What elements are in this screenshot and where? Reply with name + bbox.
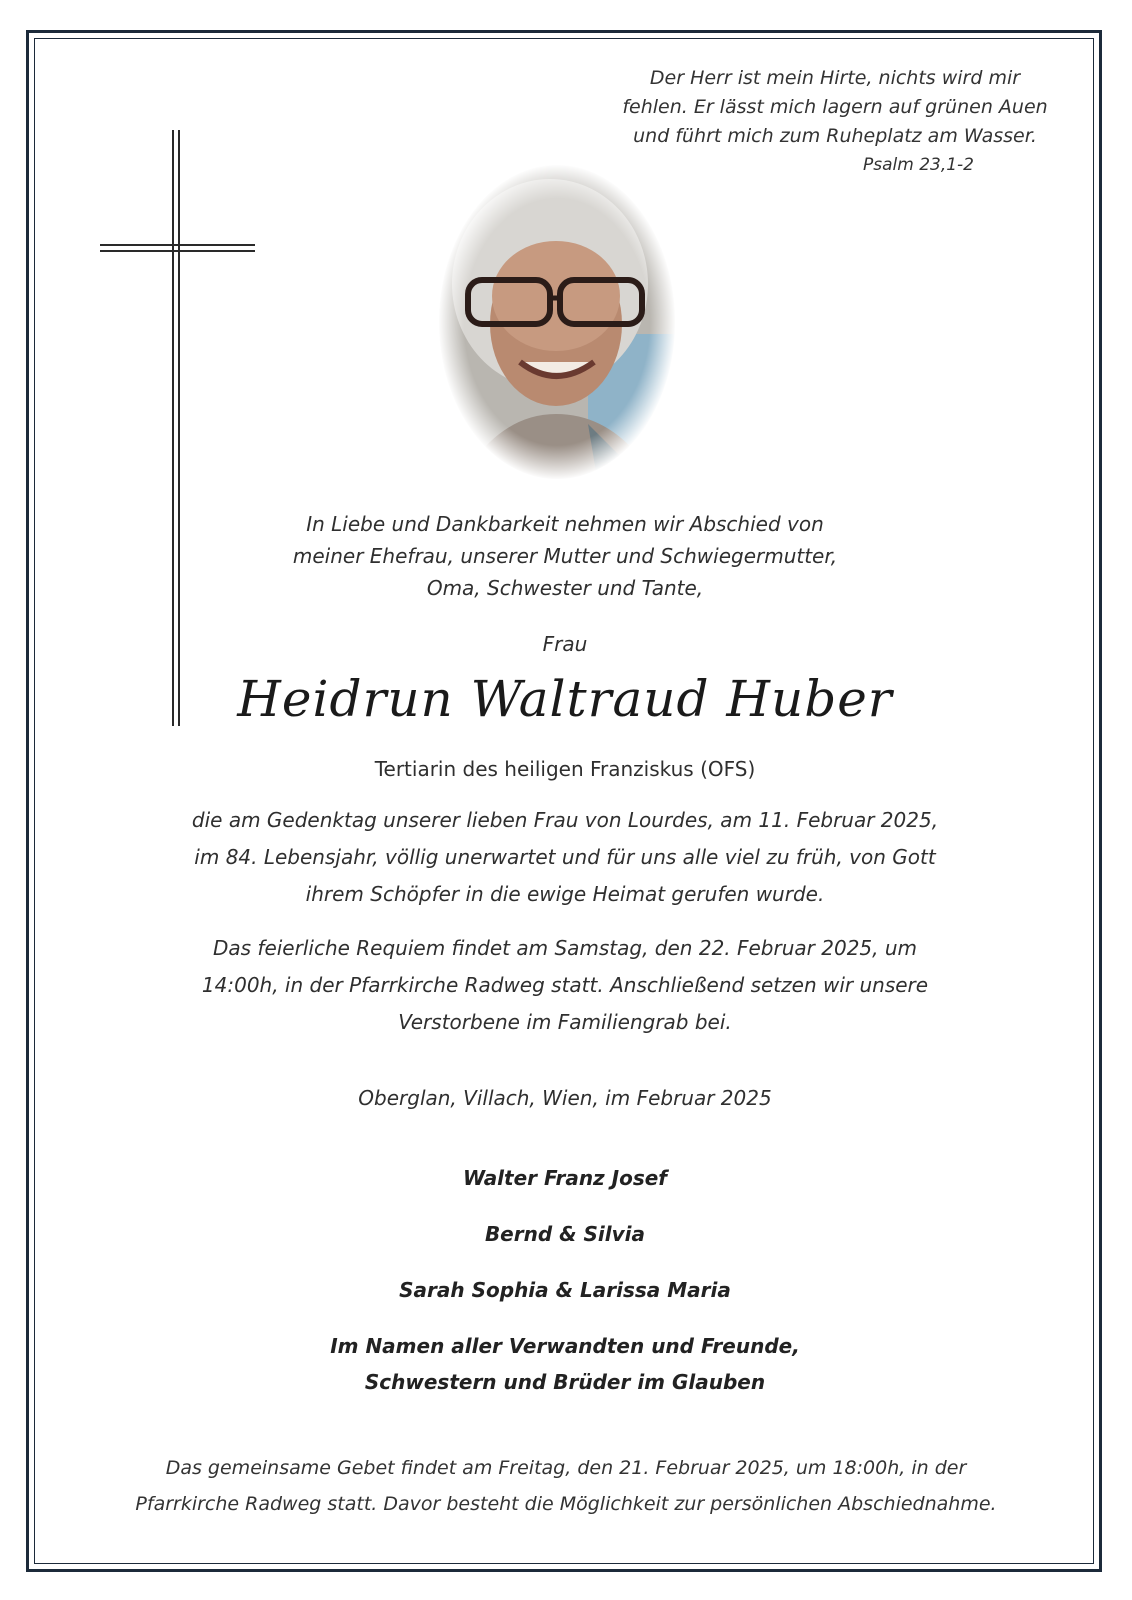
salutation: Frau [542,632,588,656]
psalm-quote [600,64,1070,180]
mourner-name: Im Namen aller Verwandten und Freunde, [330,1334,800,1358]
mourner-name: Bernd & Silvia [484,1222,646,1246]
mourner-name: Sarah Sophia & Larissa Maria [399,1278,731,1302]
portrait-photo [438,164,676,480]
mourners-list [200,1160,930,1400]
prayer-line: Das gemeinsame Gebet findet am Freitag, den 21. Februar 2025, um 18:00h, in der [165,1457,967,1479]
requiem-notice [130,930,1000,1041]
intro-line: meiner Ehefrau, unserer Mutter und Schwiegermutter, [292,544,838,568]
deceased-title: Tertiarin des heiligen Franziskus (OFS) [374,757,756,781]
death-notice-line: die am Gedenktag unserer lieben Frau von Lourdes, am 11. Februar 2025, [191,808,939,832]
mourner-name: Walter Franz Josef [462,1166,668,1190]
intro-line: Oma, Schwester und Tante, [426,576,704,600]
psalm-line: und führt mich zum Ruheplatz am Wasser. [633,125,1037,147]
prayer-line: Pfarrkirche Radweg statt. Davor besteht die Möglichkeit zur persönlichen Abschiednahme. [135,1493,997,1515]
requiem-line: 14:00h, in der Pfarrkirche Radweg statt. Anschließend setzen wir unsere [201,973,929,997]
farewell-intro [200,508,930,604]
death-notice-line: im 84. Lebensjahr, völlig unerwartet und für uns alle viel zu früh, von Gott [194,845,936,869]
death-notice [130,802,1000,913]
requiem-line: Das feierliche Requiem findet am Samstag, den 22. Februar 2025, um [212,936,918,960]
psalm-reference: Psalm 23,1-2 [862,155,974,175]
mourner-name: Schwestern und Brüder im Glauben [364,1370,766,1394]
place-date: Oberglan, Villach, Wien, im Februar 2025 [358,1086,772,1110]
requiem-line: Verstorbene im Familiengrab bei. [398,1010,732,1034]
death-notice-line: ihrem Schöpfer in die ewige Heimat gerufen wurde. [305,882,825,906]
psalm-line: fehlen. Er lässt mich lagern auf grünen Auen [622,96,1048,118]
psalm-line: Der Herr ist mein Hirte, nichts wird mir [649,67,1021,89]
deceased-name: Heidrun Waltraud Huber [237,670,893,728]
intro-line: In Liebe und Dankbarkeit nehmen wir Abschied von [306,512,824,536]
cross-icon [100,130,260,730]
prayer-notice [80,1450,1052,1522]
